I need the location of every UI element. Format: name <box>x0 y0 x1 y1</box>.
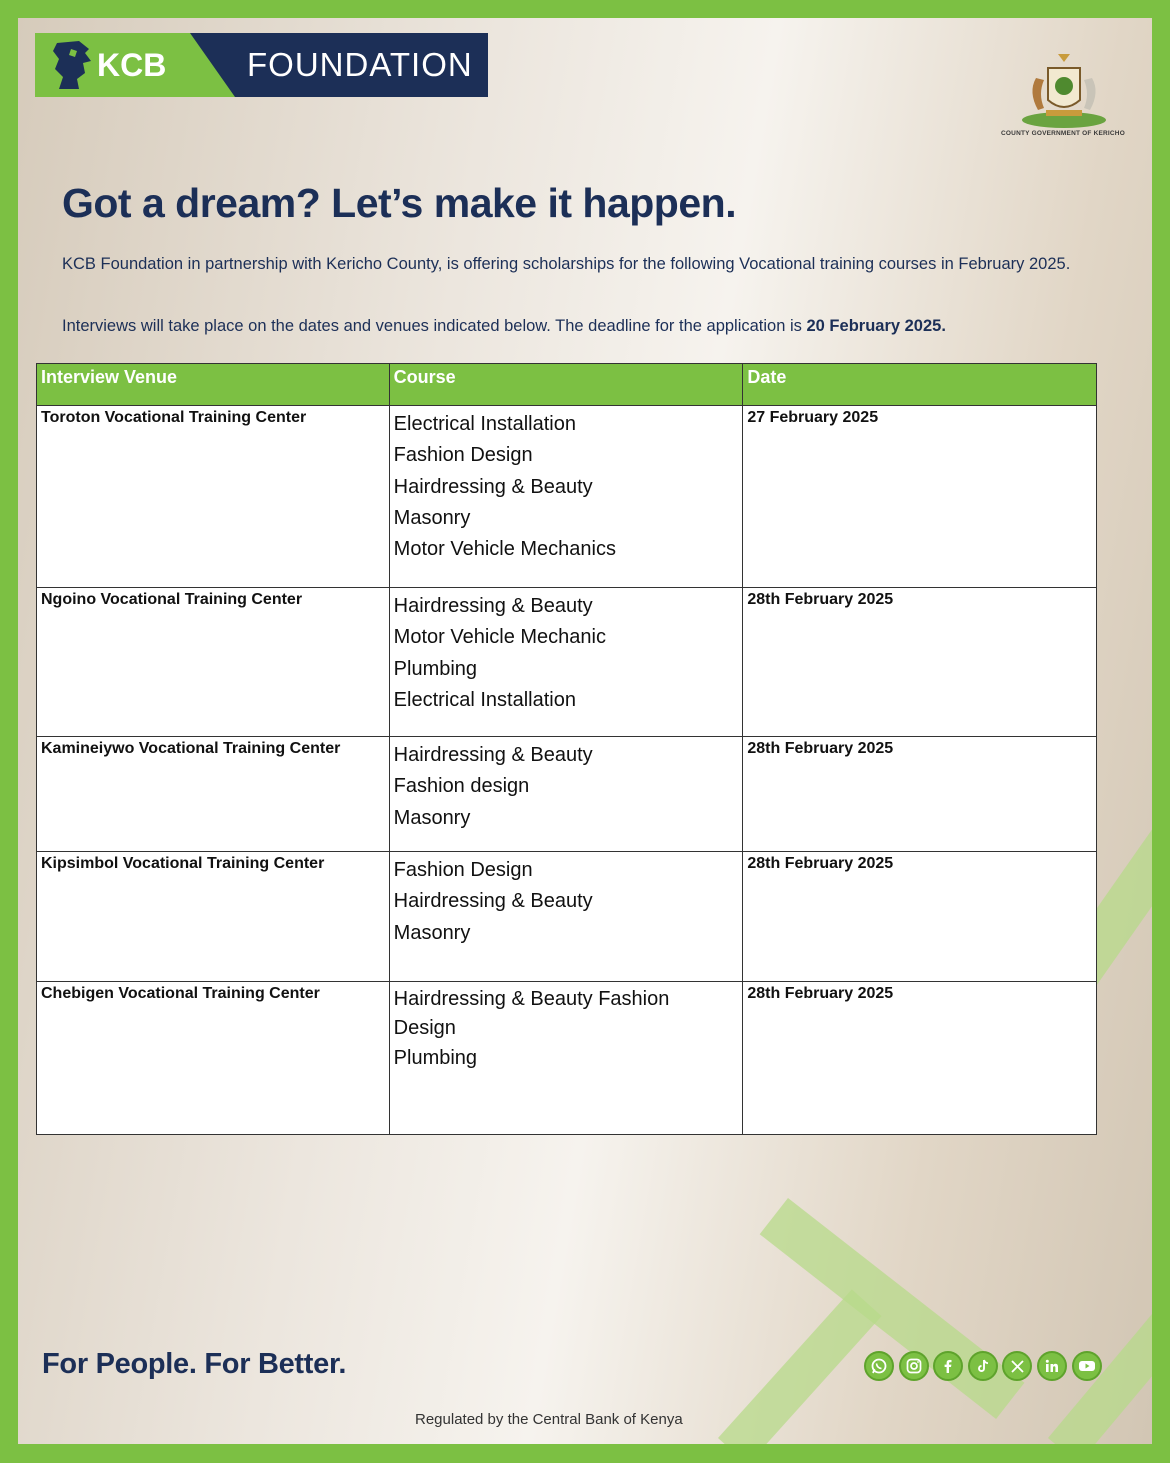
intro-paragraph: KCB Foundation in partnership with Kericho County, is offering scholarships for the following Vocational training courses in February 2025. <box>62 255 1071 273</box>
table-row <box>37 588 1097 737</box>
table-row <box>37 737 1097 852</box>
date-cell: 28th February 2025 <box>743 982 1097 1135</box>
course-item: Hairdressing & Beauty <box>393 890 593 913</box>
date-cell: 28th February 2025 <box>743 588 1097 737</box>
course-item: Fashion design <box>393 775 530 798</box>
course-item: Fashion Design <box>393 859 533 881</box>
course-item: Masonry <box>393 806 471 829</box>
decor-stripe <box>718 1289 882 1444</box>
date-cell: 27 February 2025 <box>743 406 1097 588</box>
date-cell: 28th February 2025 <box>743 737 1097 852</box>
course-cell <box>389 588 743 737</box>
course-item: Hairdressing & Beauty Fashion <box>393 988 670 1010</box>
course-cell <box>389 852 743 982</box>
venue-cell: Kipsimbol Vocational Training Center <box>37 852 390 982</box>
interviews-text: Interviews will take place on the dates and venues indicated below. The deadline for the application is <box>62 317 807 335</box>
course-cell <box>389 406 743 588</box>
table-header-row <box>37 364 1097 406</box>
poster-frame <box>18 18 1152 1444</box>
course-cell <box>389 737 743 852</box>
date-cell: 28th February 2025 <box>743 852 1097 982</box>
logo-foundation-text: FOUNDATION <box>247 46 473 83</box>
course-item: Masonry <box>393 921 471 944</box>
kericho-county-crest-icon <box>1018 48 1110 134</box>
table-row <box>37 852 1097 982</box>
instagram-icon[interactable] <box>899 1351 929 1381</box>
lion-icon <box>49 39 97 91</box>
course-item: Hairdressing & Beauty <box>393 475 593 498</box>
course-item: Hairdressing & Beauty <box>393 595 593 617</box>
course-item: Design <box>393 1017 456 1039</box>
header-course: Course <box>389 364 743 406</box>
course-item: Motor Vehicle Mechanics <box>393 538 616 561</box>
logo-kcb-text: KCB <box>97 47 167 83</box>
tagline: For People. For Better. <box>42 1348 347 1380</box>
interviews-paragraph <box>62 316 1122 337</box>
table-row <box>37 406 1097 588</box>
crest-caption: COUNTY GOVERNMENT OF KERICHO <box>1001 130 1125 137</box>
deadline-date: 20 February 2025. <box>806 317 946 335</box>
course-cell <box>389 982 743 1135</box>
x-icon[interactable] <box>1002 1351 1032 1381</box>
course-item: Plumbing <box>393 657 478 680</box>
kcb-foundation-logo <box>35 33 488 97</box>
venue-cell: Kamineiywo Vocational Training Center <box>37 737 390 852</box>
course-item: Hairdressing & Beauty <box>393 744 593 766</box>
table-row <box>37 982 1097 1135</box>
course-item: Masonry <box>393 506 471 529</box>
course-item: Electrical Installation <box>393 688 576 711</box>
course-item: Motor Vehicle Mechanic <box>393 626 606 649</box>
header-date: Date <box>743 364 1097 406</box>
facebook-icon[interactable] <box>933 1351 963 1381</box>
course-item: Fashion Design <box>393 444 533 467</box>
venue-cell: Ngoino Vocational Training Center <box>37 588 390 737</box>
regulated-note: Regulated by the Central Bank of Kenya <box>415 1411 683 1428</box>
tiktok-icon[interactable] <box>968 1351 998 1381</box>
social-links <box>864 1351 1102 1381</box>
linkedin-icon[interactable] <box>1037 1351 1067 1381</box>
header-venue: Interview Venue <box>37 364 390 406</box>
venue-cell: Toroton Vocational Training Center <box>37 406 390 588</box>
venue-cell: Chebigen Vocational Training Center <box>37 982 390 1135</box>
interview-schedule-table <box>36 363 1097 1135</box>
whatsapp-icon[interactable] <box>864 1351 894 1381</box>
headline: Got a dream? Let’s make it happen. <box>62 180 737 226</box>
course-item: Electrical Installation <box>393 413 576 435</box>
course-item: Plumbing <box>393 1047 478 1069</box>
youtube-icon[interactable] <box>1072 1351 1102 1381</box>
